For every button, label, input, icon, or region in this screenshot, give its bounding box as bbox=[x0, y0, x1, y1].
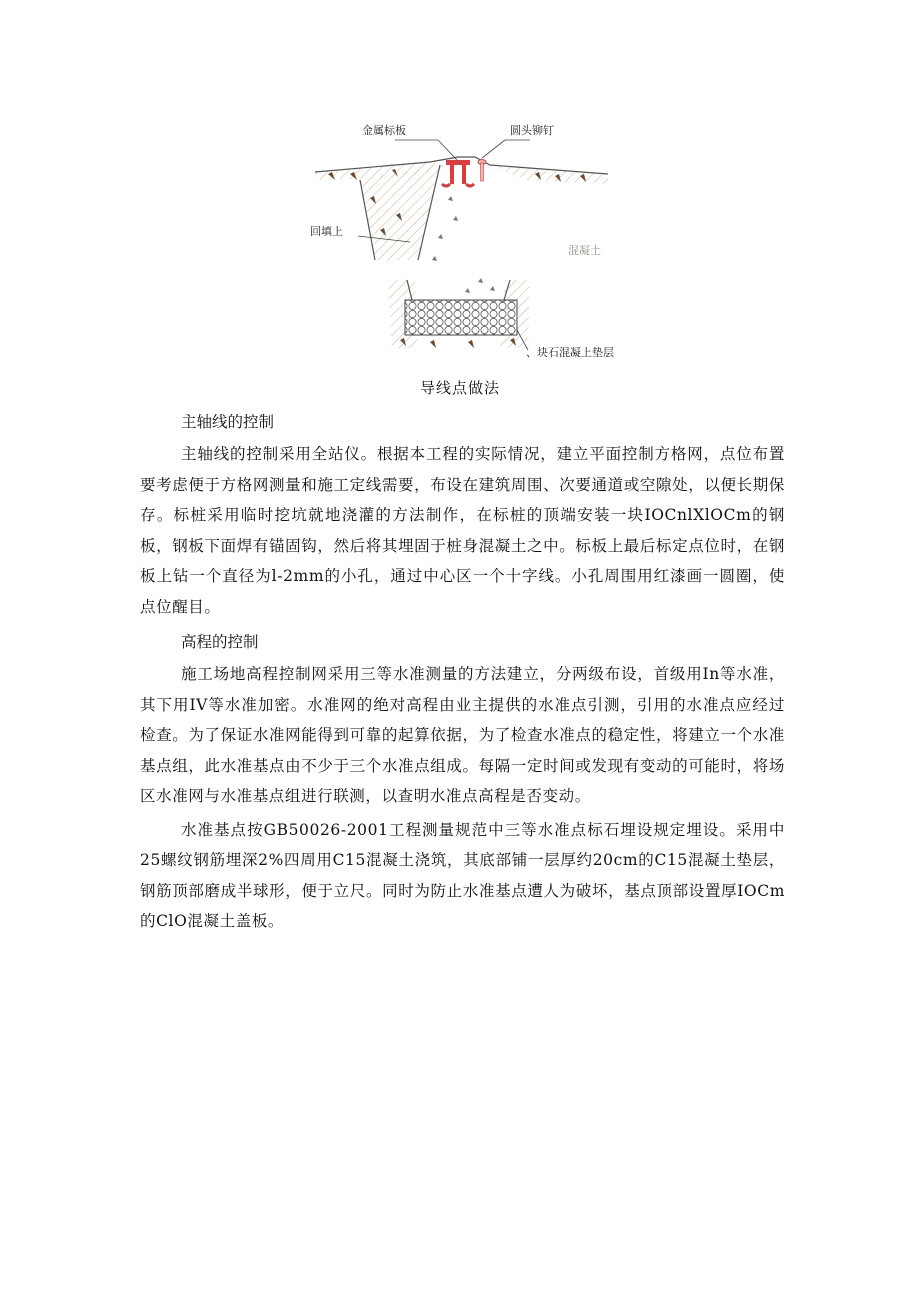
label-rivet: 圆头铆钉 bbox=[510, 124, 554, 137]
survey-point-svg bbox=[300, 110, 640, 360]
figure-caption: 导线点做法 bbox=[419, 379, 500, 397]
paragraph: 水准基点按GB50026-2001工程测量规范中三等水准点标石埋设规定埋设。采用中25螺纹钢筋埋深2%四周用C15混凝土浇筑，其底部铺一层厚约20cm的C15混凝土垫层，钢筋顶部磨成半球形，便于立尺。同时为防止水准基点遭人为破坏，基点顶部设置厚IOCm的ClO混凝土盖板。 bbox=[140, 820, 785, 930]
trench-wall bbox=[358, 165, 440, 260]
concrete-fill bbox=[432, 196, 458, 261]
label-concrete: 混凝土 bbox=[568, 244, 601, 257]
paragraph: 施工场地高程控制网采用三等水准测量的方法建立，分两级布设，首级用In等水准，其下用IV等水准加密。水准网的绝对高程由业主提供的水准点引测，引用的水准点应经过检查。为了保证水准网能得到可靠的起算依据，为了检查水准点的稳定性，将建立一个水准基点组，此水准基点由不少于三个水准点组成。每隔一定时间或发现有变动的可能时，将场区水准网与水准基点组进行联测，以查明水准点高程是否变动。 bbox=[140, 665, 785, 805]
base-section bbox=[388, 278, 530, 350]
section-heading: 主轴线的控制 bbox=[181, 413, 275, 431]
survey-point-diagram bbox=[300, 110, 640, 360]
label-cushion: 、块石混凝上垫层 bbox=[526, 346, 614, 359]
label-metal-plate: 金属标板 bbox=[362, 124, 406, 137]
document-body bbox=[140, 405, 785, 940]
metal-plate-marker bbox=[442, 160, 486, 187]
section-heading: 高程的控制 bbox=[181, 633, 259, 651]
label-backfill: 回填上 bbox=[310, 225, 343, 238]
paragraph: 主轴线的控制采用全站仪。根据本工程的实际情况，建立平面控制方格网，点位布置要考虑便于方格网测量和施工定线需要，布设在建筑周围、次要通道或空隙处，以便长期保存。标桩采用临时挖坑就地浇灌的方法制作，在标桩的顶端安装一块IOCnlXlOCm的钢板，钢板下面焊有锚固钩，然后将其埋固于桩身混凝土之中。标板上最后标定点位时，在钢板上钻一个直径为l-2mm的小孔，通过中心区一个十字线。小孔周围用红漆画一圆圈，使点位醒目。 bbox=[140, 445, 785, 616]
